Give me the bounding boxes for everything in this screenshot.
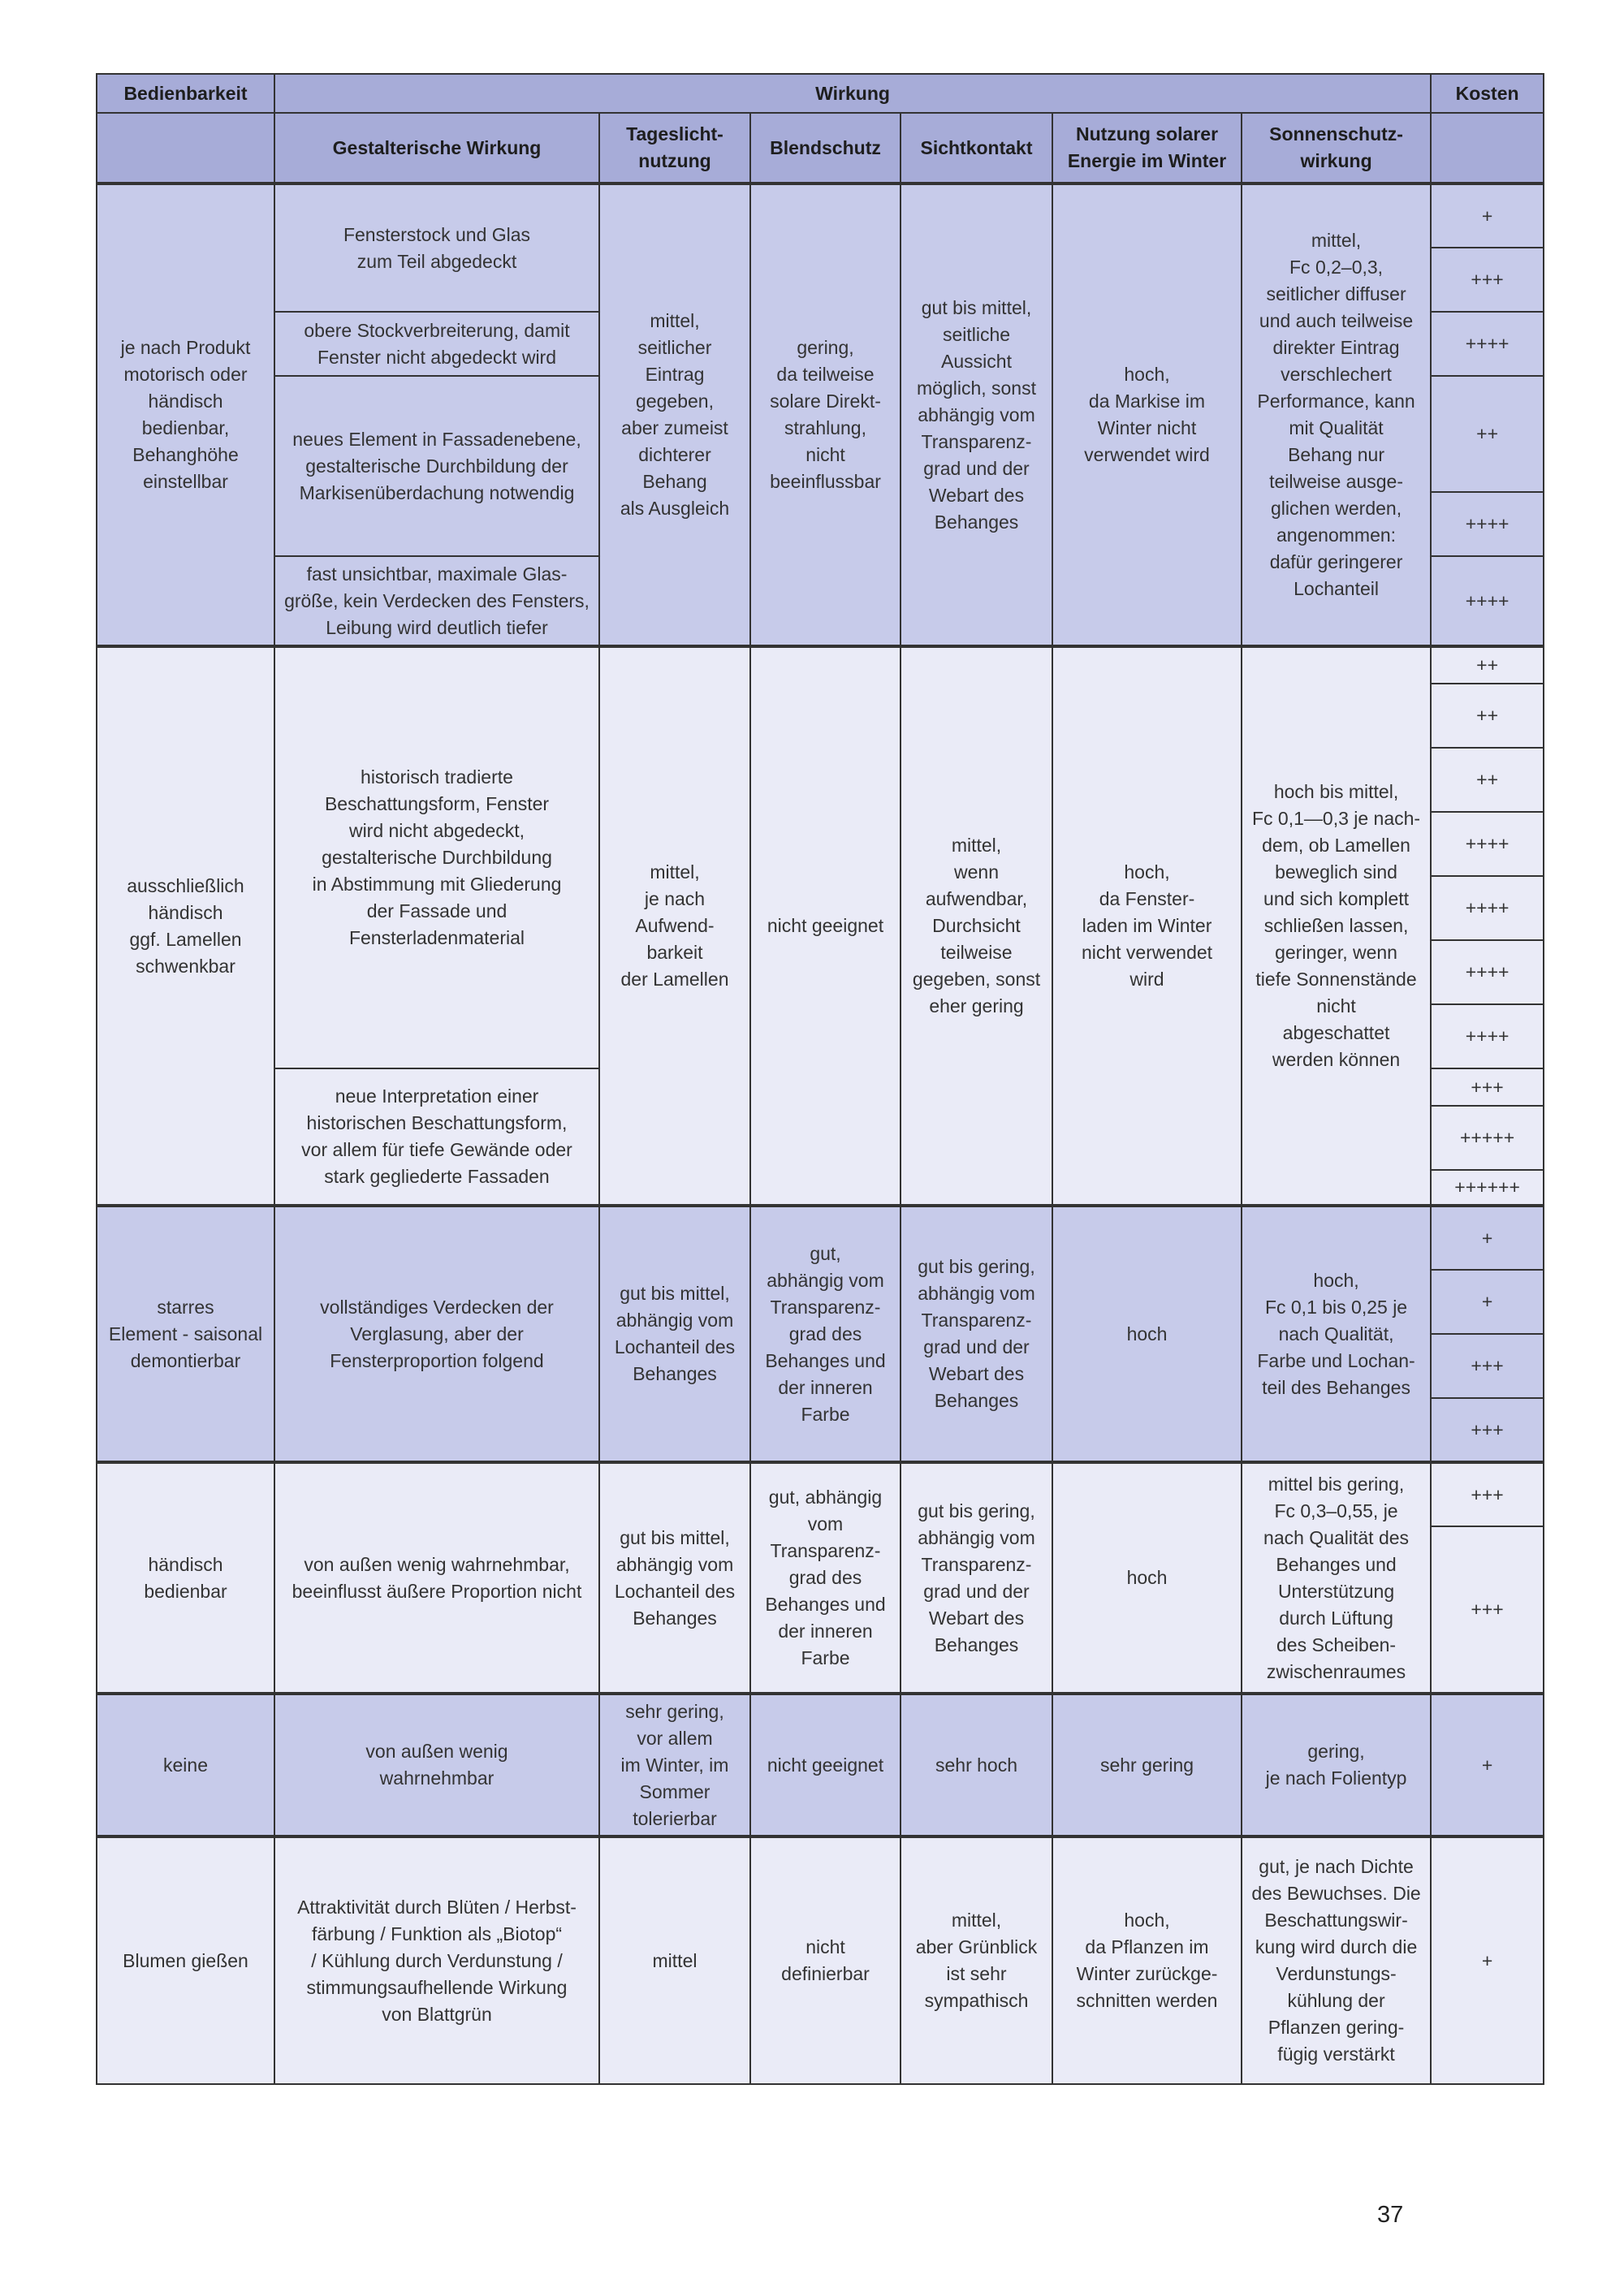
g4-gestalt: von außen wenig wahrnehmbar, beeinflusst äußere Proportion nicht xyxy=(274,1462,599,1694)
g2-kosten-9: +++++ xyxy=(1431,1106,1544,1170)
header-sichtkontakt: Sichtkontakt xyxy=(901,113,1052,183)
g5-bedienbarkeit: keine xyxy=(97,1694,274,1836)
g5-sonnenschutz: gering, je nach Folientyp xyxy=(1242,1694,1431,1836)
g2-tageslicht: mittel, je nach Aufwend- barkeit der Lamellen xyxy=(599,646,750,1206)
g1-kosten-1: + xyxy=(1431,183,1544,248)
g1-gestalt-1: Fensterstock und Glas zum Teil abgedeckt xyxy=(274,183,599,312)
g2-sonnenschutz: hoch bis mittel, Fc 0,1—0,3 je nach- dem, ob Lamellen beweglich sind und sich komplett schließen lassen, geringer, wenn tiefe Sonnenstände nicht abgeschattet werden können xyxy=(1242,646,1431,1206)
g1-kosten-3: ++++ xyxy=(1431,312,1544,376)
g5-kosten: + xyxy=(1431,1694,1544,1836)
g3-tageslicht: gut bis mittel, abhängig vom Lochanteil des Behanges xyxy=(599,1206,750,1462)
header-wirkung: Wirkung xyxy=(274,74,1431,113)
g1-nutzung: hoch, da Markise im Winter nicht verwendet wird xyxy=(1052,183,1242,646)
g6-sichtkontakt: mittel, aber Grünblick ist sehr sympathisch xyxy=(901,1836,1052,2084)
g4-tageslicht: gut bis mittel, abhängig vom Lochanteil des Behanges xyxy=(599,1462,750,1694)
header-sonnenschutzwirkung: Sonnenschutz- wirkung xyxy=(1242,113,1431,183)
g6-sonnenschutz: gut, je nach Dichte des Bewuchses. Die Beschattungswir- kung wird durch die Verdunstungs- kühlung der Pflanzen gering- fügig verstärkt xyxy=(1242,1836,1431,2084)
g2-kosten-7: ++++ xyxy=(1431,1004,1544,1068)
g3-kosten-2: + xyxy=(1431,1270,1544,1334)
g2-sichtkontakt: mittel, wenn aufwendbar, Durchsicht teilweise gegeben, sonst eher gering xyxy=(901,646,1052,1206)
g1-gestalt-4: fast unsichtbar, maximale Glas- größe, kein Verdecken des Fensters, Leibung wird deutlich tiefer xyxy=(274,556,599,646)
g2-gestalt-2: neue Interpretation einer historischen Beschattungsform, vor allem für tiefe Gewände oder stark gegliederte Fassaden xyxy=(274,1068,599,1206)
g2-kosten-2: ++ xyxy=(1431,684,1544,748)
header-bedienbarkeit: Bedienbarkeit xyxy=(97,74,274,113)
header-tageslichtnutzung: Tageslicht- nutzung xyxy=(599,113,750,183)
g3-sonnenschutz: hoch, Fc 0,1 bis 0,25 je nach Qualität, Farbe und Lochan- teil des Behanges xyxy=(1242,1206,1431,1462)
g2-gestalt-1: historisch tradierte Beschattungsform, Fenster wird nicht abgedeckt, gestalterische Durchbildung in Abstimmung mit Gliederung der Fassade und Fensterladenmaterial xyxy=(274,646,599,1068)
g4-sonnenschutz: mittel bis gering, Fc 0,3–0,55, je nach Qualität des Behanges und Unterstützung durch Lüftung des Scheiben- zwischenraumes xyxy=(1242,1462,1431,1694)
g2-kosten-8: +++ xyxy=(1431,1068,1544,1106)
g6-kosten: + xyxy=(1431,1836,1544,2084)
g6-nutzung: hoch, da Pflanzen im Winter zurückge- schnitten werden xyxy=(1052,1836,1242,2084)
g2-kosten-1: ++ xyxy=(1431,646,1544,684)
g3-kosten-3: +++ xyxy=(1431,1334,1544,1398)
g4-nutzung: hoch xyxy=(1052,1462,1242,1694)
header-empty-left xyxy=(97,113,274,183)
g2-blendschutz: nicht geeignet xyxy=(750,646,901,1206)
g6-gestalt: Attraktivität durch Blüten / Herbst- färbung / Funktion als „Biotop“ / Kühlung durch Verdunstung / stimmungsaufhellende Wirkung von Blattgrün xyxy=(274,1836,599,2084)
g4-bedienbarkeit: händisch bedienbar xyxy=(97,1462,274,1694)
g3-bedienbarkeit: starres Element - saisonal demontierbar xyxy=(97,1206,274,1462)
g5-blendschutz: nicht geeignet xyxy=(750,1694,901,1836)
g2-kosten-3: ++ xyxy=(1431,748,1544,812)
header-gestalterische-wirkung: Gestalterische Wirkung xyxy=(274,113,599,183)
g4-kosten-2: +++ xyxy=(1431,1526,1544,1694)
g1-kosten-5: ++++ xyxy=(1431,492,1544,556)
g5-sichtkontakt: sehr hoch xyxy=(901,1694,1052,1836)
g4-kosten-1: +++ xyxy=(1431,1462,1544,1526)
g5-gestalt: von außen wenig wahrnehmbar xyxy=(274,1694,599,1836)
g3-kosten-1: + xyxy=(1431,1206,1544,1270)
g1-sonnenschutz: mittel, Fc 0,2–0,3, seitlicher diffuser und auch teilweise direkter Eintrag verschlechert Performance, kann mit Qualität Behang nur teilweise ausge- glichen werden, angenommen: dafür geringerer Lochanteil xyxy=(1242,183,1431,646)
g2-bedienbarkeit: ausschließlich händisch ggf. Lamellen schwenkbar xyxy=(97,646,274,1206)
g1-kosten-2: +++ xyxy=(1431,248,1544,312)
g3-nutzung: hoch xyxy=(1052,1206,1242,1462)
g6-tageslicht: mittel xyxy=(599,1836,750,2084)
g2-kosten-6: ++++ xyxy=(1431,940,1544,1004)
g6-bedienbarkeit: Blumen gießen xyxy=(97,1836,274,2084)
g4-sichtkontakt: gut bis gering, abhängig vom Transparenz- grad und der Webart des Behanges xyxy=(901,1462,1052,1694)
g1-blendschutz: gering, da teilweise solare Direkt- strahlung, nicht beeinflussbar xyxy=(750,183,901,646)
g2-kosten-4: ++++ xyxy=(1431,812,1544,876)
g2-nutzung: hoch, da Fenster- laden im Winter nicht verwendet wird xyxy=(1052,646,1242,1206)
g4-blendschutz: gut, abhängig vom Transparenz- grad des Behanges und der inneren Farbe xyxy=(750,1462,901,1694)
g6-blendschutz: nicht definierbar xyxy=(750,1836,901,2084)
header-nutzung-solarer-energie: Nutzung solarer Energie im Winter xyxy=(1052,113,1242,183)
g1-bedienbarkeit: je nach Produkt motorisch oder händisch bedienbar, Behanghöhe einstellbar xyxy=(97,183,274,646)
g1-kosten-6: ++++ xyxy=(1431,556,1544,646)
g1-tageslicht: mittel, seitlicher Eintrag gegeben, aber zumeist dichterer Behang als Ausgleich xyxy=(599,183,750,646)
g3-sichtkontakt: gut bis gering, abhängig vom Transparenz- grad und der Webart des Behanges xyxy=(901,1206,1052,1462)
g1-gestalt-2: obere Stockverbreiterung, damit Fenster nicht abgedeckt wird xyxy=(274,312,599,376)
g1-gestalt-3: neues Element in Fassadenebene, gestalterische Durchbildung der Markisenüberdachung notwendig xyxy=(274,376,599,556)
g3-kosten-4: +++ xyxy=(1431,1398,1544,1462)
page-number: 37 xyxy=(1377,2202,1404,2228)
g1-kosten-4: ++ xyxy=(1431,376,1544,492)
g5-nutzung: sehr gering xyxy=(1052,1694,1242,1836)
header-kosten: Kosten xyxy=(1431,74,1544,113)
g2-kosten-5: ++++ xyxy=(1431,876,1544,940)
header-blendschutz: Blendschutz xyxy=(750,113,901,183)
g2-kosten-10: ++++++ xyxy=(1431,1170,1544,1206)
comparison-table xyxy=(96,73,1544,2085)
g3-blendschutz: gut, abhängig vom Transparenz- grad des Behanges und der inneren Farbe xyxy=(750,1206,901,1462)
header-empty-right xyxy=(1431,113,1544,183)
g3-gestalt: vollständiges Verdecken der Verglasung, aber der Fensterproportion folgend xyxy=(274,1206,599,1462)
g1-sichtkontakt: gut bis mittel, seitliche Aussicht möglich, sonst abhängig vom Transparenz- grad und der Webart des Behanges xyxy=(901,183,1052,646)
g5-tageslicht: sehr gering, vor allem im Winter, im Sommer tolerierbar xyxy=(599,1694,750,1836)
